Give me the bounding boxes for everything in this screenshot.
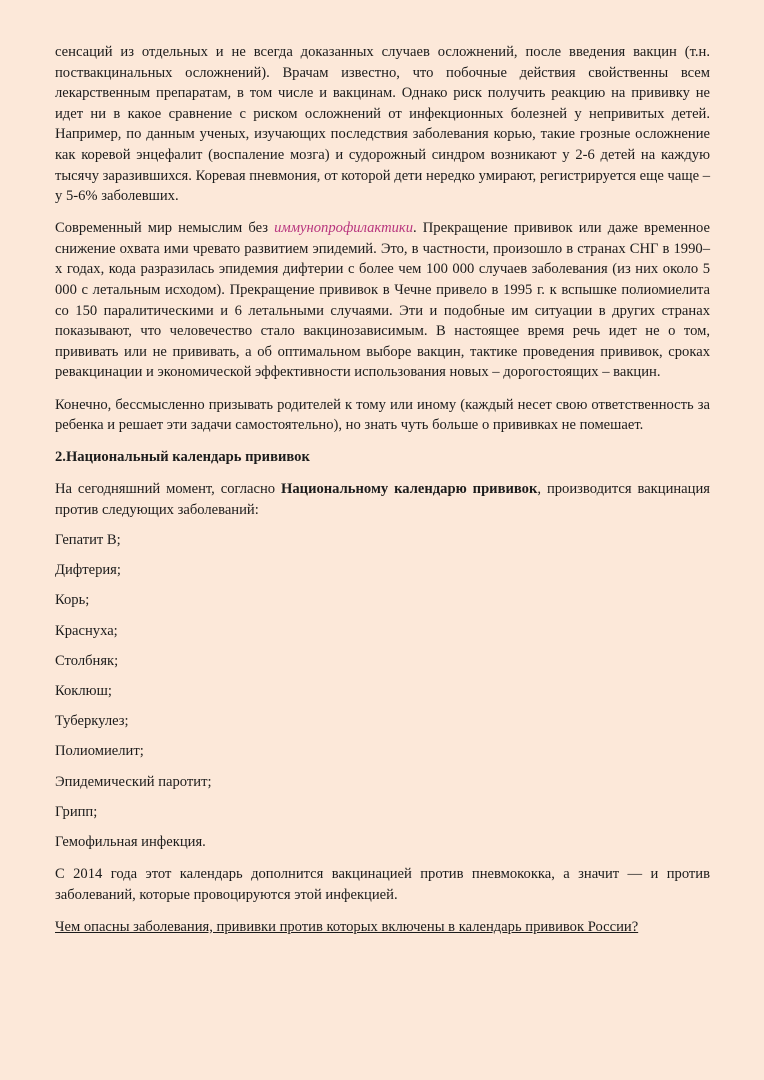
intro-text-end: , производится вакцинация против следующих заболеваний: — [55, 481, 710, 518]
list-item: Грипп; — [55, 803, 98, 820]
paragraph-immunoprophylaxis — [55, 218, 710, 383]
list-item: Краснуха; — [55, 622, 118, 639]
paragraph-complications: сенсаций из отдельных и не всегда доказанных случаев осложнений, после введения вакцин (т.н. поствакцинальных осложнений). Врачам известно, что побочные действия свойственны всем лекарственным препаратам, в том числе и вакцинам. Однако риск получить реакцию на прививку не идет ни в какое сравнение с риском осложнений от инфекционных болезней у непривитых детей. Например, по данным ученых, изучающих последствия заболевания корью, такие грозные осложнение как коревой энцефалит (воспаление мозга) и судорожный синдром возникают у 2-6 детей на каждую тысячу заразившихся. Коревая пневмония, от которой дети нередко умирают, регистрируется еще чаще – у 5-6% заболевших. — [55, 44, 710, 205]
list-item: Дифтерия; — [55, 562, 121, 579]
national-calendar-term: Национальному календарю прививок — [281, 481, 538, 498]
list-item: Туберкулез; — [55, 713, 129, 730]
disease-list — [55, 530, 710, 852]
paragraph-text-end: . Прекращение прививок или даже временное снижение охвата ими чревато развитием эпидемий. Это, в частности, произошло в странах СНГ в 1990–х годах, кода разразилась эпидемия дифтерии с более чем 100 000 случаев заболевания (из них около 5 000 с летальным исходом). Прекращение прививок в Чечне привело в 1995 г. к вспышке полиомиелита со 150 паралитическими и 6 летальными случаями. Эти и подобные им ситуации в других странах показывают, что человечество стало вакцинозависимым. В настоящее время речь идет не о том, прививать или не прививать, а об оптимальном выборе вакцин, тактике проведения прививок, сроках ревакцинации и экономической эффективности использования новых – дорогостоящих – вакцин. — [55, 220, 710, 381]
list-item: Гемофильная инфекция. — [55, 833, 206, 850]
immunoprophylaxis-link[interactable]: иммунопрофилактики — [274, 220, 414, 237]
paragraph-text-start: Современный мир немыслим без — [55, 220, 275, 237]
list-item: Столбняк; — [55, 652, 119, 669]
list-item: Полиомиелит; — [55, 743, 144, 760]
list-item: Коклюш; — [55, 683, 112, 699]
list-item: Эпидемический паротит; — [55, 773, 212, 790]
section-heading: 2.Национальный календарь прививок — [55, 449, 310, 466]
intro-text-start: На сегодняшний момент, согласно — [55, 481, 282, 498]
list-item: Гепатит В; — [55, 532, 121, 549]
list-item: Корь; — [55, 592, 90, 609]
dangers-link[interactable]: Чем опасны заболевания, прививки против которых включены в календарь прививок России? — [55, 918, 639, 935]
paragraph-parents: Конечно, бессмысленно призывать родителей к тому или иному (каждый несет свою ответственность за ребенка и решает эти задачи самостоятельно), но знать чуть больше о прививках не помешает. — [55, 396, 710, 434]
paragraph-pneumococcus: С 2014 года этот календарь дополнится вакцинацией против пневмококка, а значит — и против заболеваний, которые провоцируются этой инфекцией. — [55, 866, 710, 903]
paragraph-calendar-intro — [55, 479, 710, 520]
dangers-link-line — [55, 917, 710, 938]
